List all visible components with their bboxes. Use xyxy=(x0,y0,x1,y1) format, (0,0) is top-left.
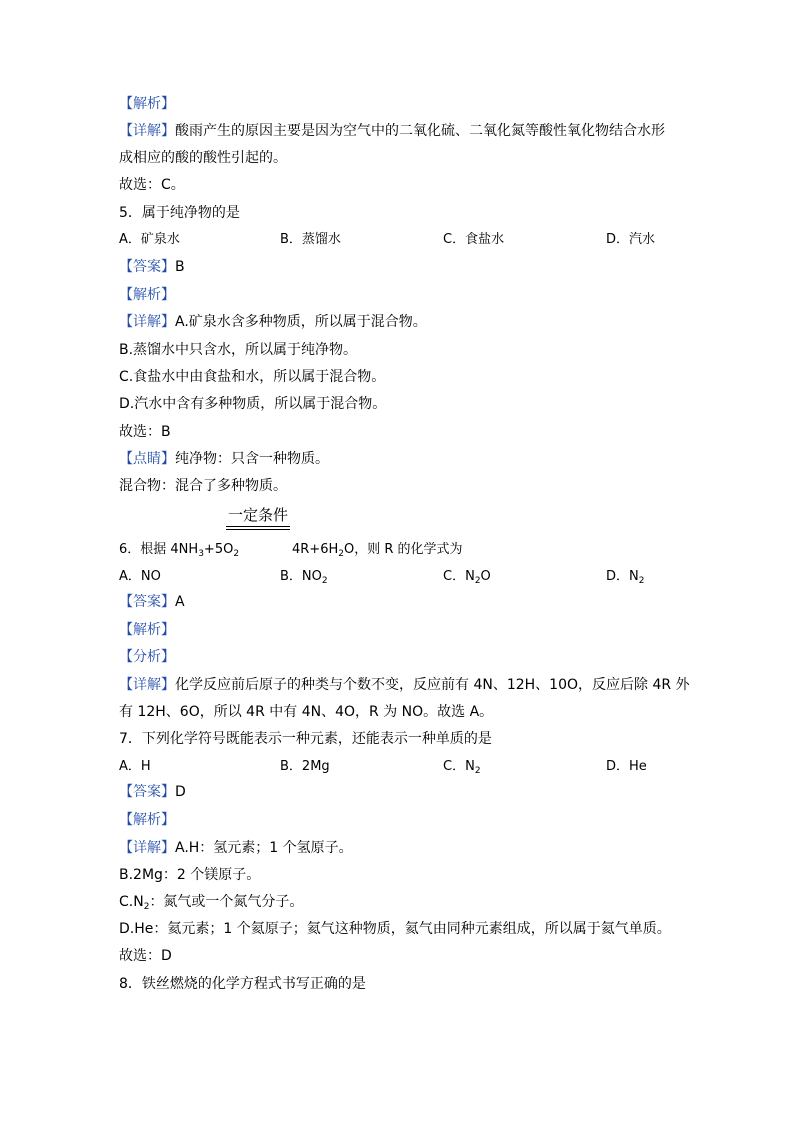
detail-line-b: B.蒸馏水中只含水，所以属于纯净物。 xyxy=(119,342,358,358)
method-tag: 【分析】 xyxy=(119,649,175,665)
question-stem: 8．铁丝燃烧的化学方程式书写正确的是 xyxy=(119,976,366,992)
analysis-tag: 【解析】 xyxy=(119,622,175,638)
option-b: B．$NO_2$ xyxy=(280,569,328,586)
question-stem-right: $4R+6H_2O$，则 R 的化学式为 xyxy=(292,542,463,559)
analysis-tag: 【解析】 xyxy=(119,96,175,112)
detail-paragraph-cont: 成相应的酸的酸性引起的。 xyxy=(119,150,287,166)
answer-line: 【答案】A xyxy=(119,594,185,610)
option-a: A．矿泉水 xyxy=(119,232,180,247)
detail-paragraph: 【详解】化学反应前后原子的种类与个数不变，反应前有 4N、12H、10O，反应后除 4R 外 xyxy=(119,677,690,693)
choose-line: 故选：B xyxy=(119,424,171,440)
option-b: B．蒸馏水 xyxy=(280,232,341,247)
analysis-tag: 【解析】 xyxy=(119,287,175,303)
detail-line-d: D.汽水中含有多种物质，所以属于混合物。 xyxy=(119,396,387,412)
option-d: D．He xyxy=(606,759,647,774)
detail-paragraph: 【详解】酸雨产生的原因主要是因为空气中的二氧化硫、二氧化氮等酸性氧化物结合水形 xyxy=(119,123,665,139)
option-c: C．$N_2O$ xyxy=(443,569,491,586)
detail-line-c: C.食盐水中由食盐和水，所以属于混合物。 xyxy=(119,369,386,385)
option-c: C．食盐水 xyxy=(443,232,505,247)
detail-line-d: D.He：氦元素；1 个氦原子；氦气这种物质，氦气由同种元素组成，所以属于氦气单质。 xyxy=(119,921,671,937)
option-c: C．$N_2$ xyxy=(443,759,481,776)
question-stem: 7．下列化学符号既能表示一种元素，还能表示一种单质的是 xyxy=(119,731,492,747)
answer-line: 【答案】D xyxy=(119,784,186,800)
detail-paragraph-cont: 有 12H、6O，所以 4R 中有 4N、4O，R 为 NO。故选 A。 xyxy=(119,704,494,720)
option-b: B．2Mg xyxy=(280,759,330,774)
condition-label: 一定条件 xyxy=(227,506,288,524)
choose-line: 故选：C。 xyxy=(119,177,185,193)
option-d: D．汽水 xyxy=(606,232,656,247)
option-a: A．H xyxy=(119,759,151,774)
point-line: 【点睛】纯净物：只含一种物质。 xyxy=(119,451,329,467)
question-stem: 5．属于纯净物的是 xyxy=(119,205,240,221)
analysis-tag: 【解析】 xyxy=(119,812,175,828)
equation-arrow-line-2 xyxy=(226,529,290,530)
choose-line: 故选：D xyxy=(119,948,172,964)
option-d: D．$N_2$ xyxy=(606,569,645,586)
option-a: A．NO xyxy=(119,569,161,584)
detail-line-c: $C.N_2$：氮气或一个氮气分子。 xyxy=(119,894,304,912)
reaction-condition xyxy=(226,506,290,530)
answer-line: 【答案】B xyxy=(119,259,185,275)
detail-paragraph: 【详解】A.矿泉水含多种物质，所以属于混合物。 xyxy=(119,314,427,330)
detail-paragraph: 【详解】A.H：氢元素；1 个氢原子。 xyxy=(119,840,353,856)
detail-line-b: B.2Mg：2 个镁原子。 xyxy=(119,867,261,883)
equation-arrow-line xyxy=(226,526,290,527)
point-line-2: 混合物：混合了多种物质。 xyxy=(119,478,287,494)
question-stem: 6．根据 $4NH_3+5O_2$ xyxy=(119,542,240,559)
